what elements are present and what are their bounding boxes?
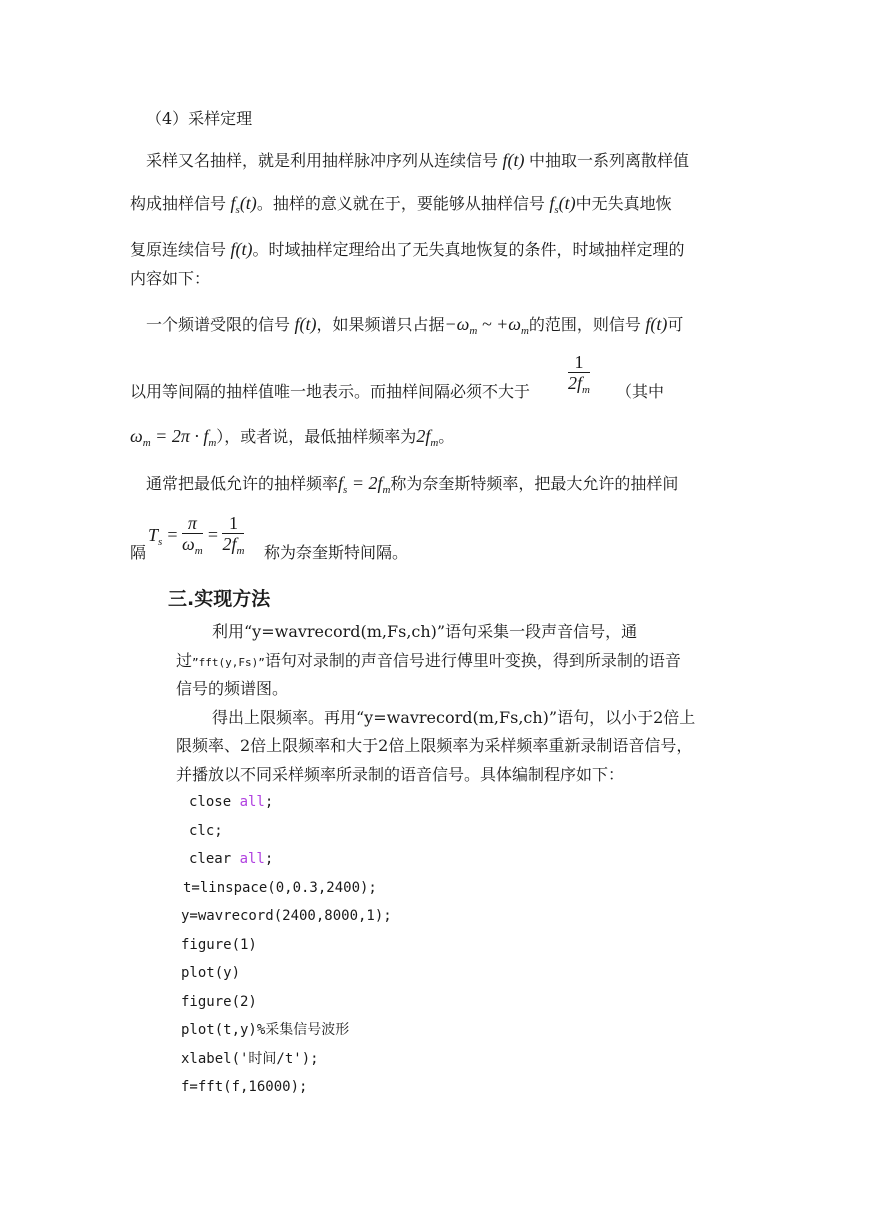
formula-fs-eq-2fm: $f_s = 2f_m$ [338,473,391,496]
para3-line1: 通常把最低允许的抽样频率$f_s = 2f_m$称为奈奎斯特频率，把最大允许的抽样间 [146,473,679,496]
para3-line2-prefix: 隔 [130,543,147,562]
formula-f-t: f(t) [498,150,530,170]
para1-line4: 内容如下： [130,269,211,288]
formula-f-t-3: f(t) [290,314,317,334]
section3-p1-line1: 利用“y=wavrecord(m,Fs,ch)”语句采集一段声音信号，通 [212,622,638,641]
para2-line2-tail: （其中 [616,382,665,401]
section3-p2-line2: 限频率、2倍上限频率和大于2倍上限频率为采样频率重新录制语音信号， [176,736,693,755]
para2-line1: 一个频谱受限的信号 f(t)，如果频谱只占据$-\omega_m$ ~ $+\omega_m$的范围，则信号 f(t)可 [146,314,684,337]
formula-fs-t: $f_s(t)$ [226,193,257,216]
formula-fs-t-2: $f_s(t)$ [544,193,576,216]
code-line-5: y=wavrecord(2400,8000,1); [181,908,392,924]
code-line-4: t=linspace(0,0.3,2400); [183,880,377,896]
section3-p1-line3: 信号的频谱图。 [176,679,289,698]
formula-2fm: $2f_m$ [416,426,439,449]
code-line-7: plot(y) [181,965,241,981]
code-line-6: figure(1) [181,937,257,953]
para2-line3: $\omega_m = 2\pi \cdot f_m$），或者说，最低抽样频率为$2f_m$。 [130,426,455,449]
code-line-11: f=fft(f,16000); [181,1079,308,1095]
section3-p2-line1: 得出上限频率。再用“y=wavrecord(m,Fs,ch)”语句，以小于2倍上 [212,708,696,727]
code-line-10: xlabel('时间/t'); [181,1051,319,1067]
para1-line3: 复原连续信号 f(t)。时域抽样定理给出了无失真地恢复的条件，时域抽样定理的 [130,239,685,259]
formula-f-t-4: f(t) [640,314,668,334]
code-line-2: clc; [189,823,223,839]
formula-omega-range: $-\omega_m$ ~ $+\omega_m$ [444,314,529,337]
section-heading-implementation: 三.实现方法 [168,588,271,610]
para3-line2-tail: 称为奈奎斯特间隔。 [264,543,409,562]
section3-p2-line3: 并播放以不同采样频率所录制的语音信号。具体编制程序如下： [176,765,625,784]
code-line-1: close all; [189,794,274,810]
code-line-8: figure(2) [181,994,257,1010]
code-line-3: clear all; [189,851,274,867]
formula-ts: $T_s$ = $\frac{\pi}{\omega_m}$ = $\frac{1}{2f_m}$ [148,513,245,557]
formula-one-over-2fm: $\frac{1}{2f_m}$ [568,352,590,396]
para1-line2: 构成抽样信号 $f_s(t)$。抽样的意义就在于，要能够从抽样信号 $f_s(t)$中无失真地恢 [130,193,672,216]
para1-line1: 采样又名抽样，就是利用抽样脉冲序列从连续信号 f(t) 中抽取一系列离散样值 [146,150,690,170]
section3-p1-line2: 过”fft(y,Fs)”语句对录制的声音信号进行傅里叶变换，得到所录制的语音 [176,651,681,670]
section-heading-sampling: （4）采样定理 [146,109,253,128]
para2-line2-text: 以用等间隔的抽样值唯一地表示。而抽样间隔必须不大于 [130,382,531,401]
formula-f-t-2: f(t) [226,239,253,259]
formula-omega-m: $\omega_m = 2\pi \cdot f_m$ [130,426,217,449]
code-line-9: plot(t,y)%采集信号波形 [181,1022,350,1038]
